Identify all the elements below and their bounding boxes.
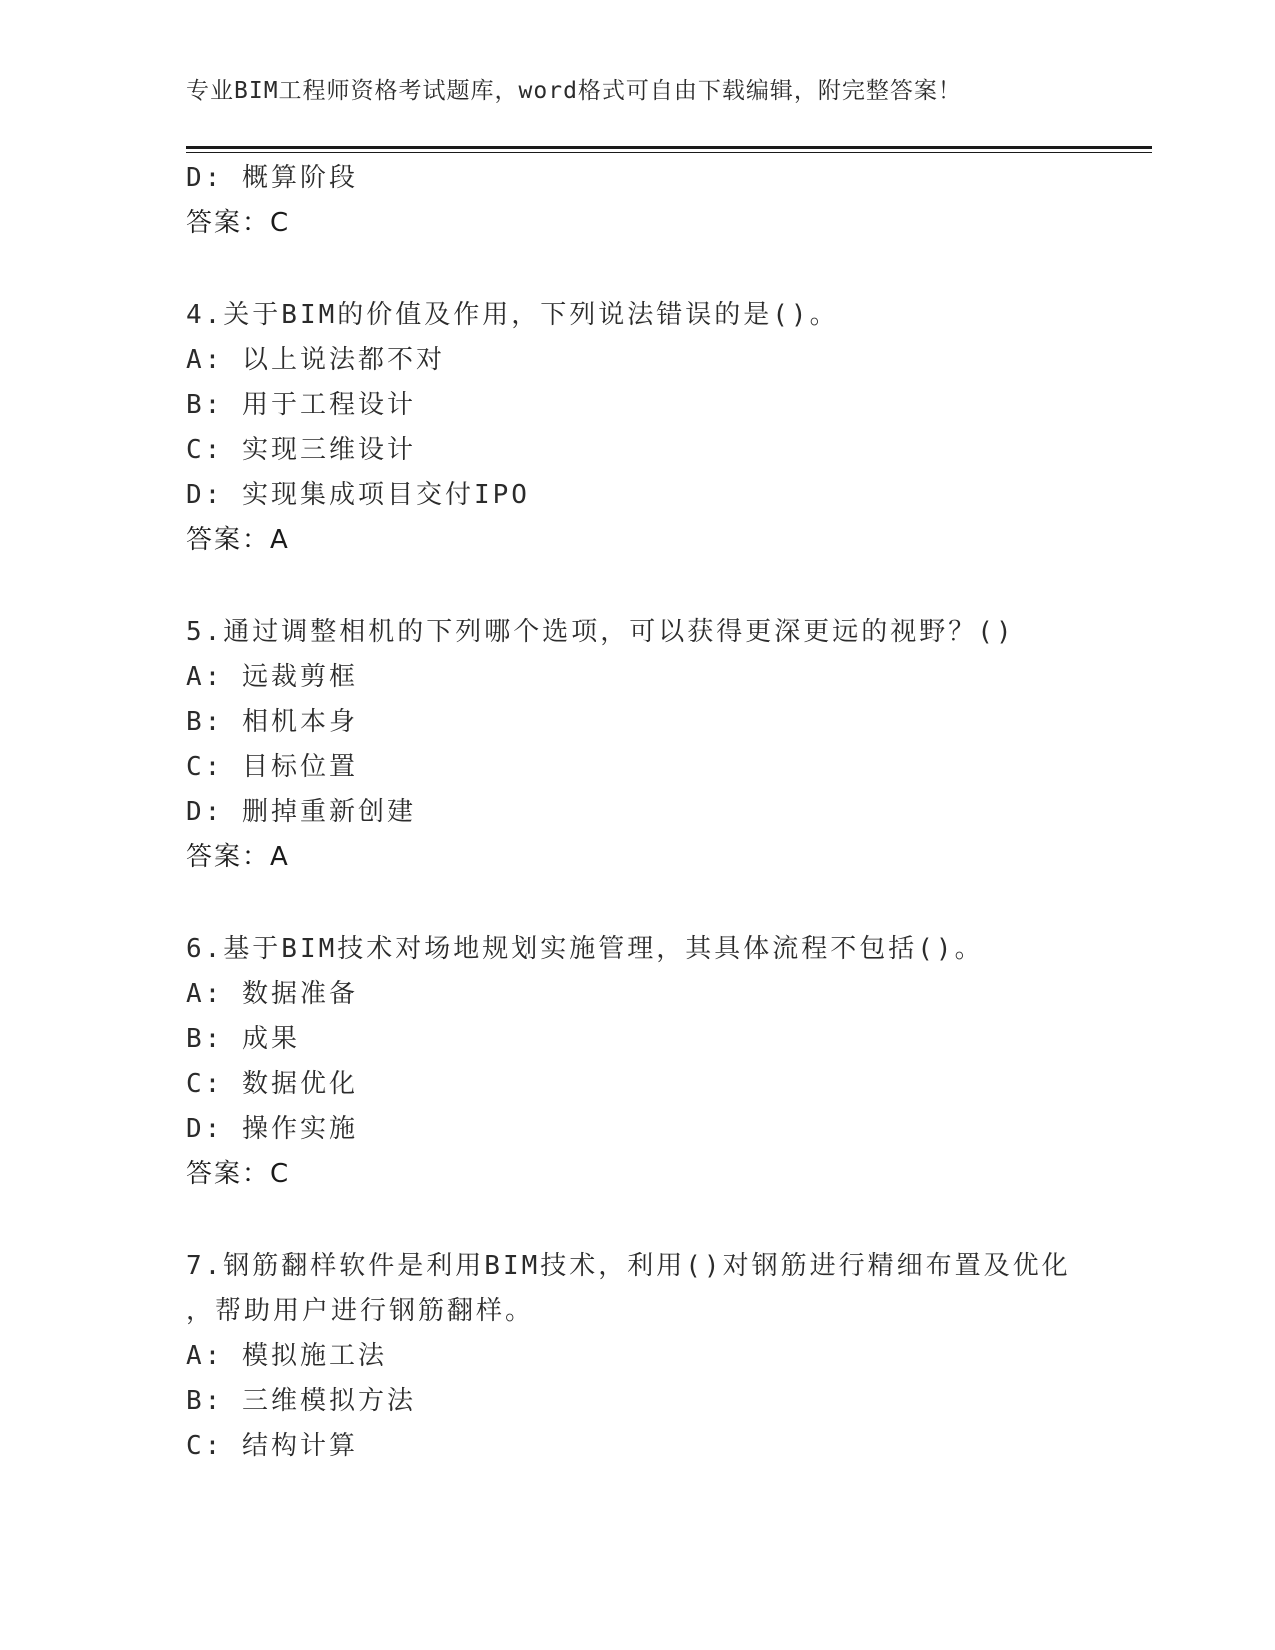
option-c: C: 实现三维设计 [186, 435, 416, 465]
answer: 答案：C [186, 208, 291, 238]
answer: 答案：C [186, 1159, 291, 1189]
option-a: A: 模拟施工法 [186, 1341, 387, 1371]
header-rule [186, 146, 1152, 149]
option-d: D: 删掉重新创建 [186, 797, 416, 827]
option-b: B: 三维模拟方法 [186, 1386, 416, 1416]
option-c: C: 结构计算 [186, 1431, 358, 1461]
option-d: D: 实现集成项目交付IPO [186, 480, 530, 510]
document-header: 专业BIM工程师资格考试题库，word格式可自由下载编辑，附完整答案！ [186, 78, 962, 104]
header-rule-thin [186, 152, 1152, 153]
question-7: 7.钢筋翻样软件是利用BIM技术，利用()对钢筋进行精细布置及优化 [186, 1251, 1071, 1281]
question-5: 5.通过调整相机的下列哪个选项，可以获得更深更远的视野？() [186, 617, 1015, 647]
option-d: D: 操作实施 [186, 1114, 358, 1144]
option-a: A: 数据准备 [186, 979, 358, 1009]
question-7-continued: ，帮助用户进行钢筋翻样。 [186, 1296, 535, 1326]
option-c: C: 数据优化 [186, 1069, 358, 1099]
answer: 答案：A [186, 842, 290, 872]
option-d: D: 概算阶段 [186, 163, 358, 193]
answer: 答案：A [186, 525, 290, 555]
question-4: 4.关于BIM的价值及作用，下列说法错误的是()。 [186, 300, 839, 330]
option-a: A: 远裁剪框 [186, 662, 358, 692]
option-a: A: 以上说法都不对 [186, 345, 445, 375]
option-b: B: 用于工程设计 [186, 390, 416, 420]
question-6: 6.基于BIM技术对场地规划实施管理，其具体流程不包括()。 [186, 934, 984, 964]
option-b: B: 成果 [186, 1024, 300, 1054]
option-b: B: 相机本身 [186, 707, 358, 737]
option-c: C: 目标位置 [186, 752, 358, 782]
